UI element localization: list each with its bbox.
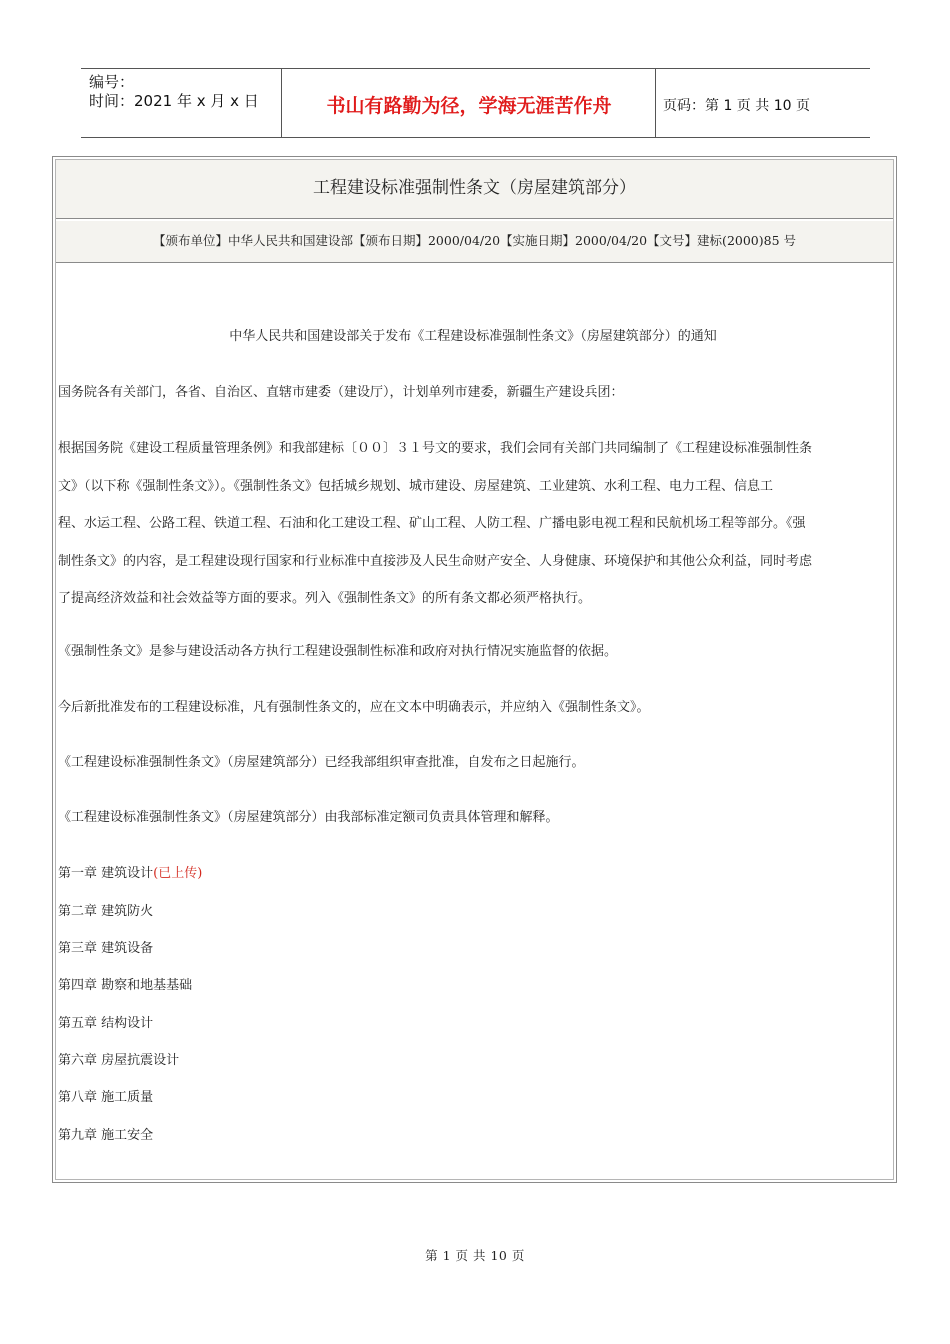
number-label: 编号： <box>89 73 135 91</box>
paragraph-line: 文》（以下称《强制性条文》）。《强制性条文》包括城乡规划、城市建设、房屋建筑、工业建筑、水利工程、电力工程、信息工 <box>58 478 774 494</box>
paragraph-line: 程、水运工程、公路工程、铁道工程、石油和化工建设工程、矿山工程、人防工程、广播电影电视工程和民航机场工程等部分。《强 <box>58 516 806 531</box>
header-info <box>89 73 259 111</box>
paragraph-main <box>58 430 888 618</box>
paragraph-future: 今后新批准发布的工程建设标准，凡有强制性条文的，应在文本中明确表示，并应纳入《强制性条文》。 <box>58 700 650 715</box>
chapter-label: 第一章 建筑设计 <box>58 866 154 881</box>
paragraph-line: 了提高经济效益和社会效益等方面的要求。列入《强制性条文》的所有条文都必须严格执行。 <box>58 591 592 606</box>
paragraph-management: 《工程建设标准强制性条文》（房屋建筑部分）由我部标准定额司负责具体管理和解释。 <box>58 810 559 825</box>
chapter-item[interactable] <box>58 865 888 883</box>
header-page-label: 页码：第 1 页 共 10 页 <box>663 98 810 114</box>
page-footer: 第 1 页 共 10 页 <box>425 1248 525 1263</box>
chapter-item[interactable]: 第九章 施工安全 <box>58 1128 154 1143</box>
paragraph-effective: 《工程建设标准强制性条文》（房屋建筑部分）已经我部组织审查批准，自发布之日起施行。 <box>58 755 585 770</box>
header-motto: 书山有路勤为径，学海无涯苦作舟 <box>326 95 612 117</box>
chapter-item[interactable]: 第四章 勘察和地基基础 <box>58 978 193 993</box>
document-frame <box>52 156 897 1183</box>
chapter-item[interactable]: 第五章 结构设计 <box>58 1016 154 1031</box>
document-title: 工程建设标准强制性条文（房屋建筑部分） <box>56 160 893 219</box>
header-divider <box>281 69 282 137</box>
notice-title: 中华人民共和国建设部关于发布《工程建设标准强制性条文》（房屋建筑部分）的通知 <box>229 329 717 344</box>
paragraph-basis: 《强制性条文》是参与建设活动各方执行工程建设强制性标准和政府对执行情况实施监督的依据。 <box>58 644 618 659</box>
document-meta: 【颁布单位】中华人民共和国建设部【颁布日期】2000/04/20【实施日期】2000/04/20【文号】建标(2000)85 号 <box>56 221 893 263</box>
chapter-item[interactable]: 第六章 房屋抗震设计 <box>58 1053 180 1068</box>
paragraph-line: 制性条文》的内容，是工程建设现行国家和行业标准中直接涉及人民生命财产安全、人身健康、环境保护和其他公众利益，同时考虑 <box>58 553 813 569</box>
header-divider <box>655 69 656 137</box>
salutation: 国务院各有关部门，各省、自治区、直辖市建委（建设厅），计划单列市建委，新疆生产建设兵团： <box>58 385 624 400</box>
time-label: 时间：2021 年 x 月 x 日 <box>89 92 259 110</box>
chapter-item[interactable]: 第二章 建筑防火 <box>58 904 154 919</box>
chapter-item[interactable]: 第八章 施工质量 <box>58 1090 154 1105</box>
chapter-item[interactable]: 第三章 建筑设备 <box>58 941 154 956</box>
uploaded-note: (已上传) <box>153 866 203 881</box>
paragraph-line: 根据国务院《建设工程质量管理条例》和我部建标〔００〕３１号文的要求，我们会同有关部门共同编制了《工程建设标准强制性条 <box>58 441 813 456</box>
document-header <box>81 68 870 138</box>
